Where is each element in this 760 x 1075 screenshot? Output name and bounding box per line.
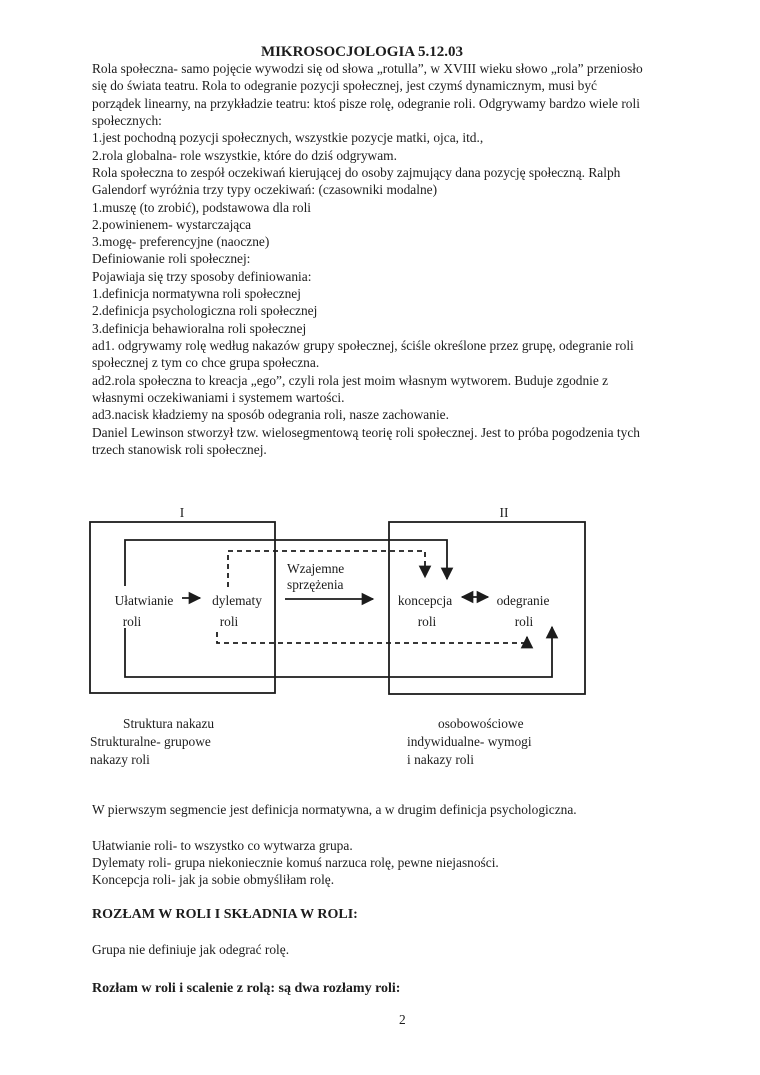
- text-line: Rola społeczna- samo pojęcie wywodzi się od słowa „rotulla”, w XVIII wieku słowo „rola” przeniosło: [92, 61, 643, 76]
- text-line: 2.rola globalna- role wszystkie, które do dziś odgrywam.: [92, 147, 397, 163]
- text-line: Definiowanie roli społecznej:: [92, 251, 251, 267]
- caption-strukturalne-grupowe: Strukturalne- grupowe: [90, 734, 211, 749]
- segment-I-label: I: [179, 505, 185, 520]
- segment-II-label: II: [499, 505, 509, 520]
- text-line: 2.definicja psychologiczna roli społecznej: [92, 303, 318, 319]
- page-number: 2: [399, 1012, 406, 1027]
- heading-rozlam: ROZŁAM W ROLI I SKŁADNIA W ROLI:: [92, 907, 358, 922]
- node-odegranie-roli: odegranie: [496, 593, 550, 608]
- text-line: 1.definicja normatywna roli społecznej: [92, 286, 301, 302]
- caption-nakazy-roli: nakazy roli: [90, 752, 150, 767]
- text-line: społecznych:: [92, 112, 162, 128]
- text-line: porządek linearny, na przykładzie teatru: ktoś pisze rolę, odegranie roli. Odgrywamy bardzo wiele roli: [92, 95, 640, 111]
- text-line: Galendorf wyróżnia trzy typy oczekiwań: (czasowniki modalne): [92, 182, 438, 198]
- dashed-arrow-dylematy-to-odegranie: [217, 632, 527, 643]
- text-line: 1.jest pochodną pozycji społecznych, wszystkie pozycje matki, ojca, itd.,: [92, 130, 484, 146]
- heading-rozlam-scalenie: Rozłam w roli i scalenie z rolą: są dwa rozłamy roli:: [92, 981, 401, 996]
- caption-struktura-nakazu: Struktura nakazu: [123, 716, 215, 731]
- segment-II-box: [389, 522, 585, 694]
- definition-koncepcja: Koncepcja roli- jak ja sobie obmyśliłam rolę.: [92, 872, 335, 887]
- definition-dylematy: Dylematy roli- grupa niekoniecznie komuś narzuca rolę, pewne niejasności.: [92, 855, 499, 870]
- node-ulatwianie-roli: Ułatwianie: [114, 593, 174, 608]
- coupling-label-line1: Wzajemne: [287, 561, 345, 576]
- body-text: [92, 60, 643, 458]
- text-line: własnymi oczekiwaniami i systemem wartości.: [92, 389, 345, 405]
- coupling-label-line2: sprzężenia: [287, 577, 344, 592]
- definition-ulatwianie: Ułatwianie roli- to wszystko co wytwarza grupa.: [92, 838, 353, 853]
- role-diagram: [80, 500, 610, 700]
- arrow-ulatwianie-to-odegranie: [125, 627, 552, 677]
- text-line: Pojawiaja się trzy sposoby definiowania:: [92, 268, 312, 284]
- text-line: społecznej z tym co chce grupa społeczna.: [92, 355, 320, 371]
- text-line: się do świata teatru. Rola to odegranie pozycji społecznej, jest czymś dynamicznym, musi być: [92, 78, 597, 94]
- text-line: 3.definicja behawioralna roli społecznej: [92, 320, 307, 336]
- node-koncepcja-roli: koncepcja: [397, 593, 453, 608]
- node-odegranie-roli-line2: roli: [514, 614, 534, 629]
- node-dylematy-roli-line2: roli: [219, 614, 239, 629]
- text-line: Daniel Lewinson stworzył tzw. wielosegmentową teorię roli społecznej. Jest to próba pogodzenia tych: [92, 424, 640, 440]
- text-line: trzech stanowisk roli społecznej.: [92, 441, 267, 457]
- segment-note: W pierwszym segmencie jest definicja normatywna, a w drugim definicja psychologiczna.: [92, 802, 577, 817]
- doc-title: MIKROSOCJOLOGIA 5.12.03: [260, 44, 464, 60]
- caption-i-nakazy-roli: i nakazy roli: [407, 752, 474, 767]
- node-dylematy-roli: dylematy: [212, 593, 262, 608]
- arrow-ulatwianie-to-koncepcja: [125, 540, 447, 586]
- note-grupa: Grupa nie definiuje jak odegrać rolę.: [92, 942, 290, 957]
- node-ulatwianie-roli-line2: roli: [122, 614, 142, 629]
- text-line: Rola społeczna to zespół oczekiwań kierującej do osoby zajmujący dana pozycję społeczną. Ralph: [92, 164, 621, 180]
- caption-indywidualne-wymogi: indywidualne- wymogi: [407, 734, 532, 749]
- caption-osobowosciowe: osobowościowe: [438, 716, 524, 731]
- text-line: ad2.rola społeczna to kreacja „ego”, czyli rola jest moim własnym wytworem. Buduje zgodnie z: [92, 372, 609, 388]
- text-line: 2.powinienem- wystarczająca: [92, 216, 252, 232]
- node-koncepcja-roli-line2: roli: [417, 614, 437, 629]
- text-line: ad3.nacisk kładziemy na sposób odegrania roli, nasze zachowanie.: [92, 407, 449, 423]
- text-line: ad1. odgrywamy rolę według nakazów grupy społecznej, ściśle określone przez grupę, odegranie roli: [92, 338, 634, 353]
- text-line: 3.mogę- preferencyjne (naoczne): [92, 234, 270, 250]
- text-line: 1.muszę (to zrobić), podstawowa dla roli: [92, 199, 312, 215]
